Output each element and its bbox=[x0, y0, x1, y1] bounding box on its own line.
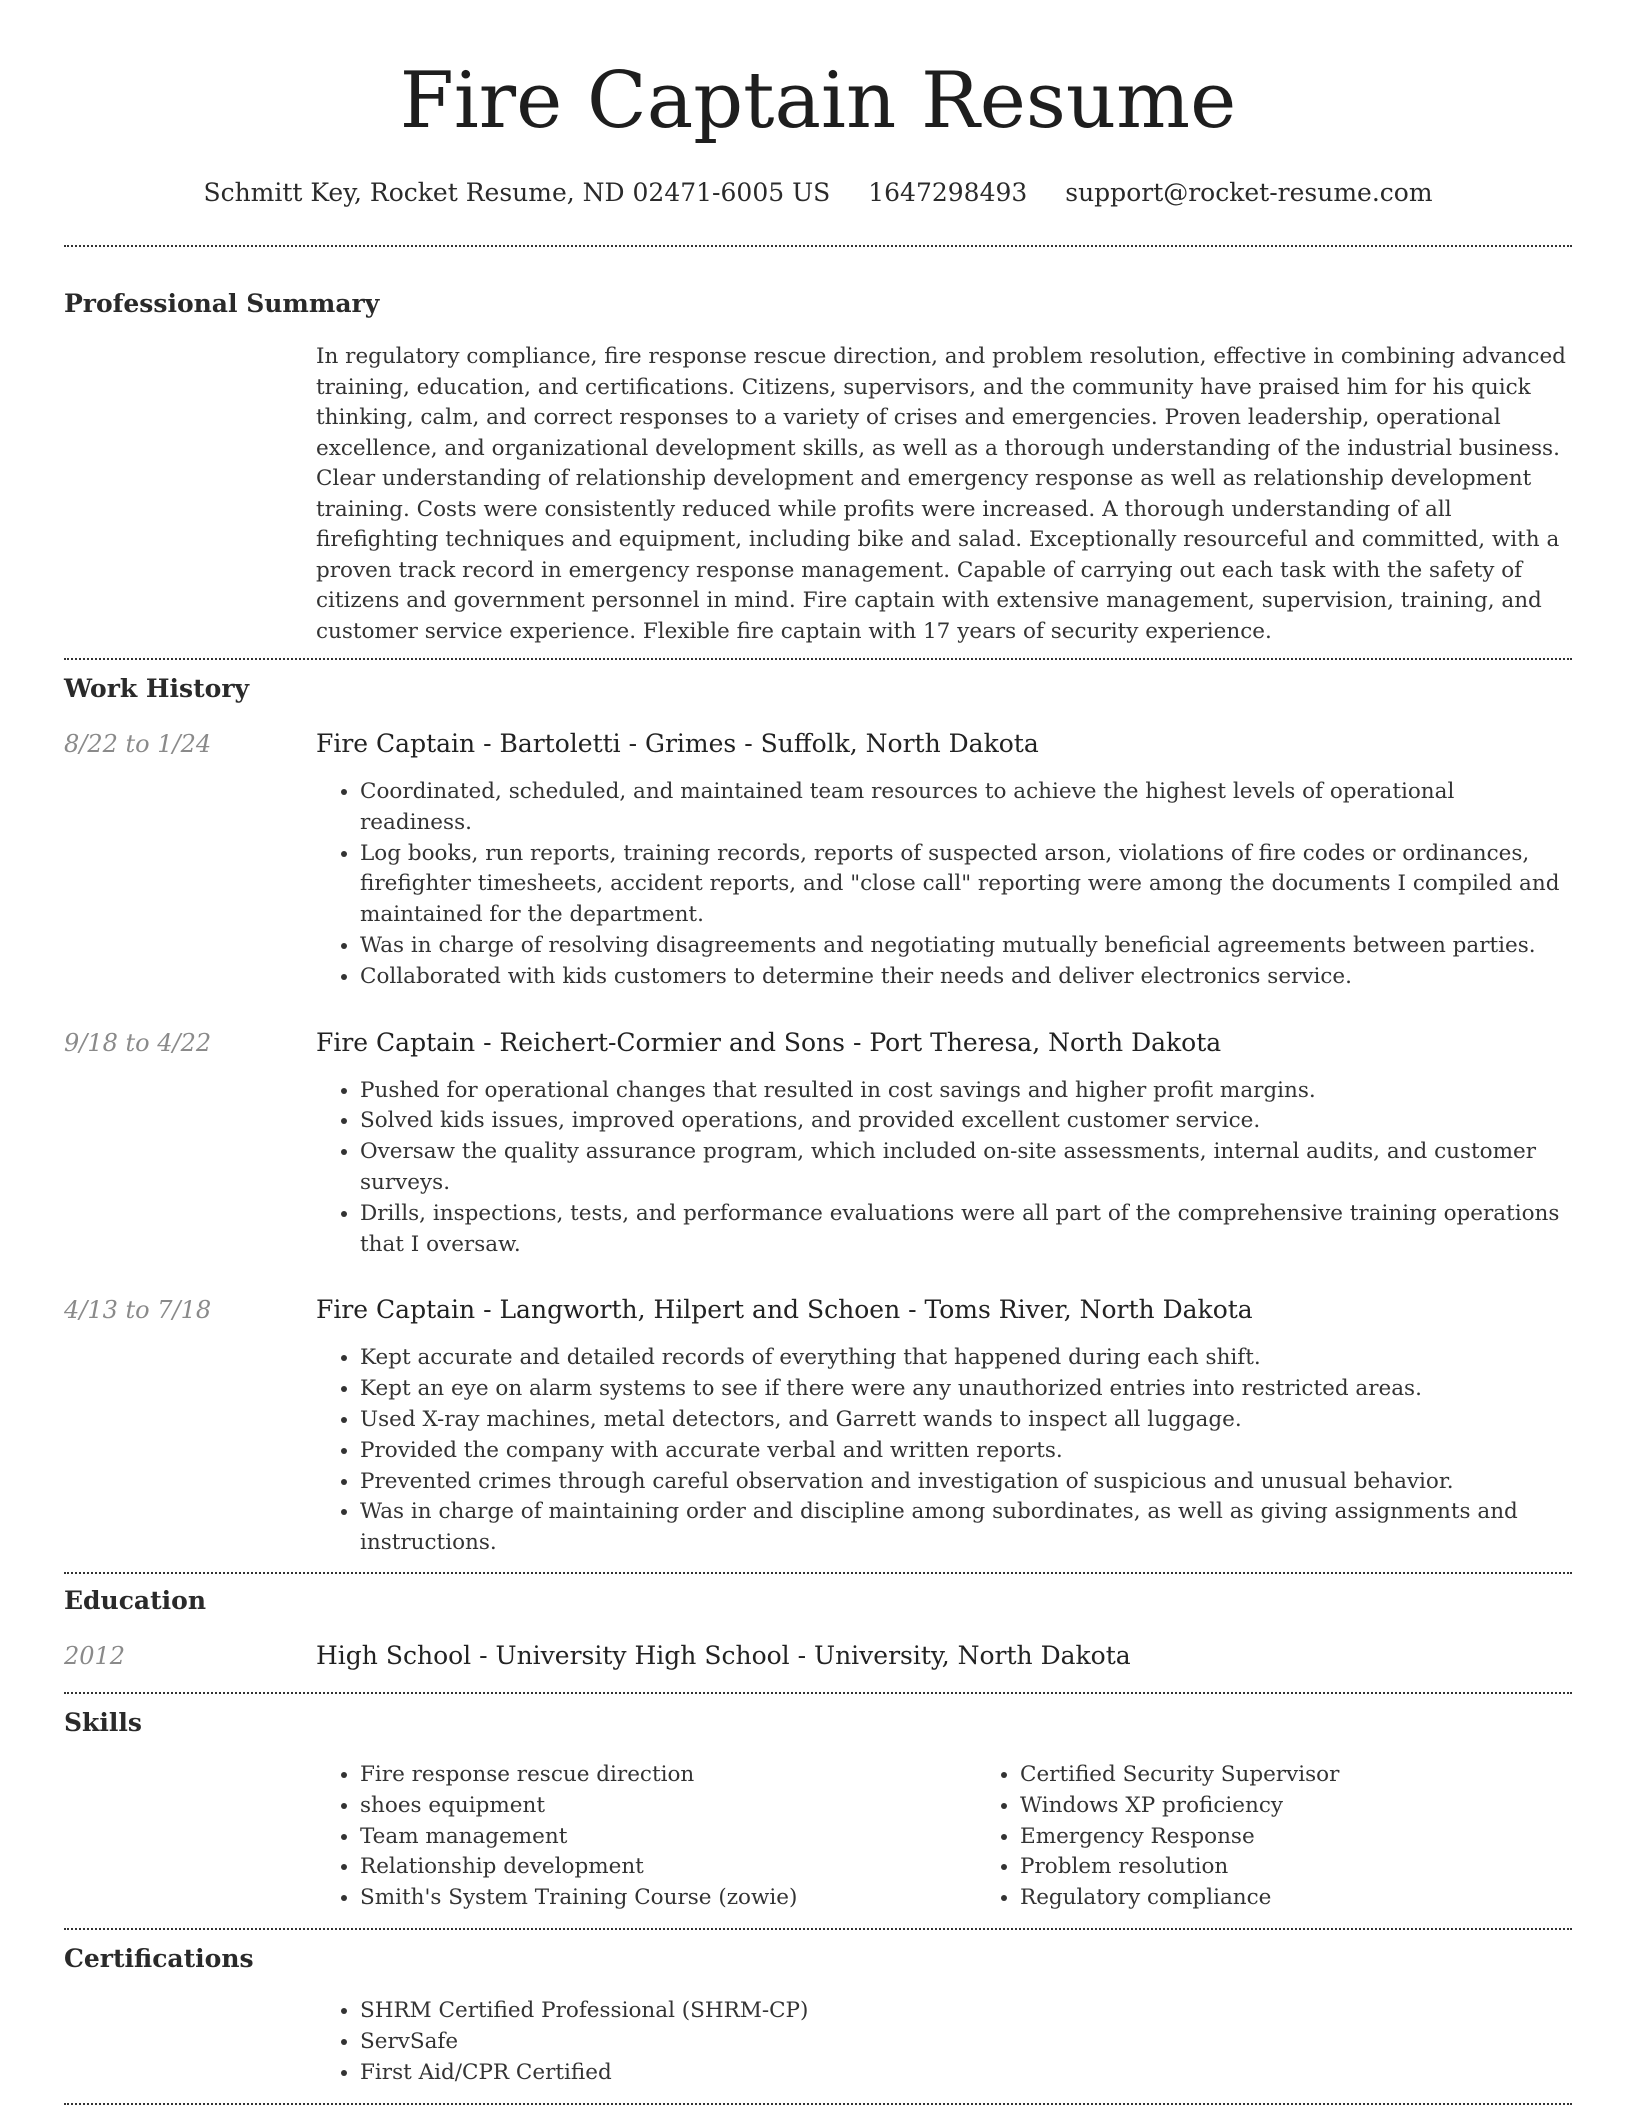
job-bullet: • Log books, run reports, training records, reports of suspected arson, violations of fire codes or ordinances, firefighter timesheets, accident reports, and "close call" reporting were among the documents I compiled and maintained for the department. bbox=[360, 839, 1572, 931]
job-bullet: • Was in charge of resolving disagreements and negotiating mutually beneficial agreements between parties. bbox=[360, 931, 1572, 962]
resume-title: Fire Captain Resume bbox=[399, 56, 1237, 146]
contact-email: support@rocket-resume.com bbox=[1065, 178, 1433, 207]
skill-item: • Smith's System Training Course (zowie) bbox=[360, 1883, 976, 1914]
skill-item: • Relationship development bbox=[360, 1852, 976, 1883]
skills-left-spacer bbox=[64, 1760, 316, 1914]
skill-item: • Emergency Response bbox=[1020, 1822, 1632, 1853]
job-bullets bbox=[316, 1343, 1572, 1559]
resume-page bbox=[64, 0, 1572, 2105]
section-heading-certifications: Certifications bbox=[64, 1943, 254, 1973]
skill-item: • Certified Security Supervisor bbox=[1020, 1760, 1632, 1791]
job-dates: 9/18 to 4/22 bbox=[64, 1028, 212, 1057]
section-heading-skills: Skills bbox=[64, 1707, 142, 1737]
divider bbox=[64, 658, 1572, 660]
section-heading-work-history: Work History bbox=[64, 674, 250, 703]
job-bullet: • Pushed for operational changes that resulted in cost savings and higher profit margins. bbox=[360, 1076, 1572, 1107]
skill-item: • Windows XP proficiency bbox=[1020, 1791, 1632, 1822]
job-entry bbox=[64, 728, 1572, 993]
skill-item: • Team management bbox=[360, 1822, 976, 1853]
divider bbox=[64, 1928, 1572, 1930]
job-bullet: • Drills, inspections, tests, and performance evaluations were all part of the comprehensive training operations that I oversaw. bbox=[360, 1199, 1572, 1261]
education-title: High School - University High School - University, North Dakota bbox=[316, 1640, 1131, 1670]
contact-phone: 1647298493 bbox=[868, 178, 1028, 207]
divider bbox=[64, 2103, 1572, 2105]
job-bullet: • Used X-ray machines, metal detectors, and Garrett wands to inspect all luggage. bbox=[360, 1405, 1572, 1436]
skills-list-right bbox=[976, 1760, 1632, 1914]
skills-row bbox=[64, 1760, 1572, 1914]
divider bbox=[64, 1572, 1572, 1574]
education-year: 2012 bbox=[64, 1641, 126, 1670]
job-entry bbox=[64, 1027, 1572, 1261]
contact-address: Schmitt Key, Rocket Resume, ND 02471-6005 US bbox=[203, 178, 831, 207]
job-bullet: • Solved kids issues, improved operations, and provided excellent customer service. bbox=[360, 1106, 1572, 1137]
job-bullet: • Collaborated with kids customers to determine their needs and deliver electronics service. bbox=[360, 962, 1572, 993]
skills-grid bbox=[316, 1760, 1632, 1914]
job-title: Fire Captain - Bartoletti - Grimes - Suffolk, North Dakota bbox=[316, 729, 1039, 758]
certification-item: • ServSafe bbox=[360, 2027, 1572, 2058]
contact-line bbox=[64, 176, 1572, 210]
job-dates: 8/22 to 1/24 bbox=[64, 730, 212, 758]
job-bullet: • Prevented crimes through careful observation and investigation of suspicious and unusual behavior. bbox=[360, 1467, 1572, 1498]
job-bullet: • Oversaw the quality assurance program, which included on-site assessments, internal audits, and customer surveys. bbox=[360, 1137, 1572, 1199]
certifications-left-spacer bbox=[64, 1996, 316, 2088]
divider bbox=[64, 1692, 1572, 1694]
certifications-row bbox=[64, 1996, 1572, 2088]
summary-left-spacer bbox=[64, 342, 316, 647]
job-dates: 4/13 to 7/18 bbox=[64, 1296, 212, 1325]
job-bullet: • Provided the company with accurate verbal and written reports. bbox=[360, 1436, 1572, 1467]
education-entry bbox=[64, 1640, 1572, 1672]
section-heading-summary: Professional Summary bbox=[64, 289, 380, 318]
job-bullet: • Kept an eye on alarm systems to see if there were any unauthorized entries into restricted areas. bbox=[360, 1374, 1572, 1405]
job-title: Fire Captain - Langworth, Hilpert and Schoen - Toms River, North Dakota bbox=[316, 1295, 1253, 1325]
job-bullets bbox=[316, 1076, 1572, 1261]
skill-item: • Regulatory compliance bbox=[1020, 1883, 1632, 1914]
summary-text: In regulatory compliance, fire response rescue direction, and problem resolution, effective in combining advanced training, education, and certifications. Citizens, supervisors, and the community have praised him for his quick thinking, calm, and correct responses to a variety of crises and emergencies. Proven leadership, operational excellence, and organizational development skills, as well as a thorough understanding of the industrial business. Clear understanding of relationship development and emergency response as well as relationship development training. Costs were consistently reduced while profits were increased. A thorough understanding of all firefighting techniques and equipment, including bike and salad. Exceptionally resourceful and committed, with a proven track record in emergency response management. Capable of carrying out each task with the safety of citizens and government personnel in mind. Fire captain with extensive management, supervision, training, and customer service experience. Flexible fire captain with 17 years of security experience. bbox=[316, 344, 1566, 644]
skill-item: • Problem resolution bbox=[1020, 1852, 1632, 1883]
summary-row bbox=[64, 342, 1572, 647]
certification-item: • SHRM Certified Professional (SHRM-CP) bbox=[360, 1996, 1572, 2027]
certifications-list bbox=[316, 1996, 1572, 2088]
job-bullet: • Was in charge of maintaining order and discipline among subordinates, as well as giving assignments and instructions. bbox=[360, 1497, 1572, 1559]
job-bullets bbox=[316, 777, 1572, 993]
skill-item: • shoes equipment bbox=[360, 1791, 976, 1822]
skill-item: • Fire response rescue direction bbox=[360, 1760, 976, 1791]
job-title: Fire Captain - Reichert-Cormier and Sons - Port Theresa, North Dakota bbox=[316, 1027, 1222, 1057]
job-bullet: • Coordinated, scheduled, and maintained team resources to achieve the highest levels of operational readiness. bbox=[360, 777, 1572, 839]
skills-list-left bbox=[316, 1760, 976, 1914]
job-entry bbox=[64, 1294, 1572, 1559]
divider bbox=[64, 245, 1572, 247]
certification-item: • First Aid/CPR Certified bbox=[360, 2058, 1572, 2089]
section-heading-education: Education bbox=[64, 1585, 207, 1615]
job-bullet: • Kept accurate and detailed records of everything that happened during each shift. bbox=[360, 1343, 1572, 1374]
